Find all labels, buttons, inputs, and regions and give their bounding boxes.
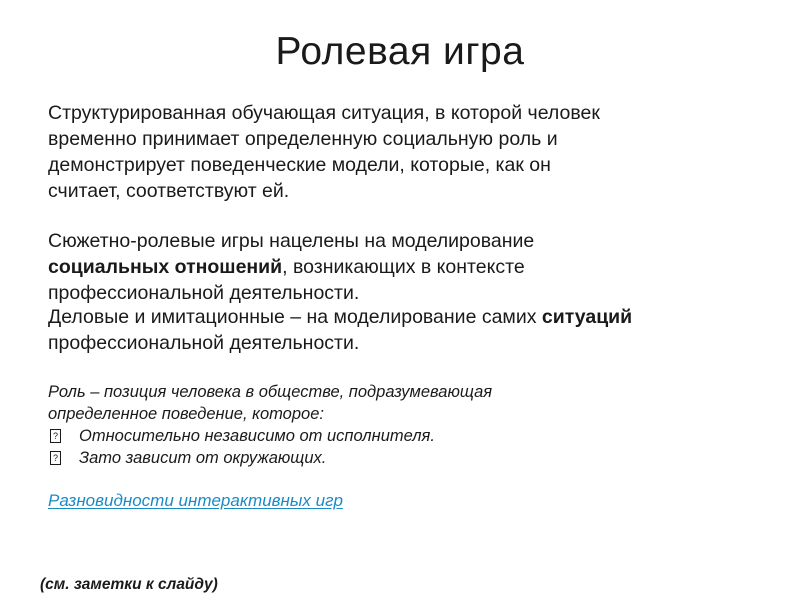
plot-role-line-rest: , возникающих в контексте — [282, 256, 525, 278]
definition-line: Структурированная обучающая ситуация, в которой человек — [48, 102, 600, 124]
business-games-paragraph — [48, 304, 632, 356]
role-definition-block — [48, 381, 492, 469]
role-definition-line: Роль – позиция человека в обществе, подразумевающая — [48, 383, 493, 401]
plot-role-line — [48, 254, 534, 280]
definition-paragraph — [48, 100, 600, 204]
slide-title: Ролевая игра — [275, 30, 525, 73]
social-relations-emphasis: социальных отношений — [48, 256, 283, 278]
list-item — [48, 447, 492, 469]
plot-role-line: Сюжетно-ролевые игры нацелены на моделирование — [48, 230, 535, 252]
interactive-games-link[interactable]: Разновидности интерактивных игр — [48, 491, 343, 510]
plot-role-games-paragraph — [48, 228, 534, 306]
bullet-icon: ? — [50, 429, 61, 443]
slide-notes-hint: (см. заметки к слайду) — [40, 576, 218, 593]
business-line — [48, 304, 632, 330]
business-line: профессиональной деятельности. — [48, 332, 360, 354]
list-item-text: Относительно независимо от исполнителя. — [79, 427, 435, 445]
definition-line: считает, соответствуют ей. — [48, 180, 290, 202]
definition-line: временно принимает определенную социальную роль и — [48, 128, 558, 150]
plot-role-line: профессиональной деятельности. — [48, 282, 360, 304]
situations-emphasis: ситуаций — [541, 306, 633, 328]
role-definition-line: определенное поведение, которое: — [48, 405, 324, 423]
list-item-text: Зато зависит от окружающих. — [79, 449, 327, 467]
bullet-icon: ? — [50, 451, 61, 465]
definition-line: демонстрирует поведенческие модели, которые, как он — [48, 154, 551, 176]
business-line-start: Деловые и имитационные – на моделирование самих — [48, 306, 542, 328]
list-item — [48, 425, 492, 447]
